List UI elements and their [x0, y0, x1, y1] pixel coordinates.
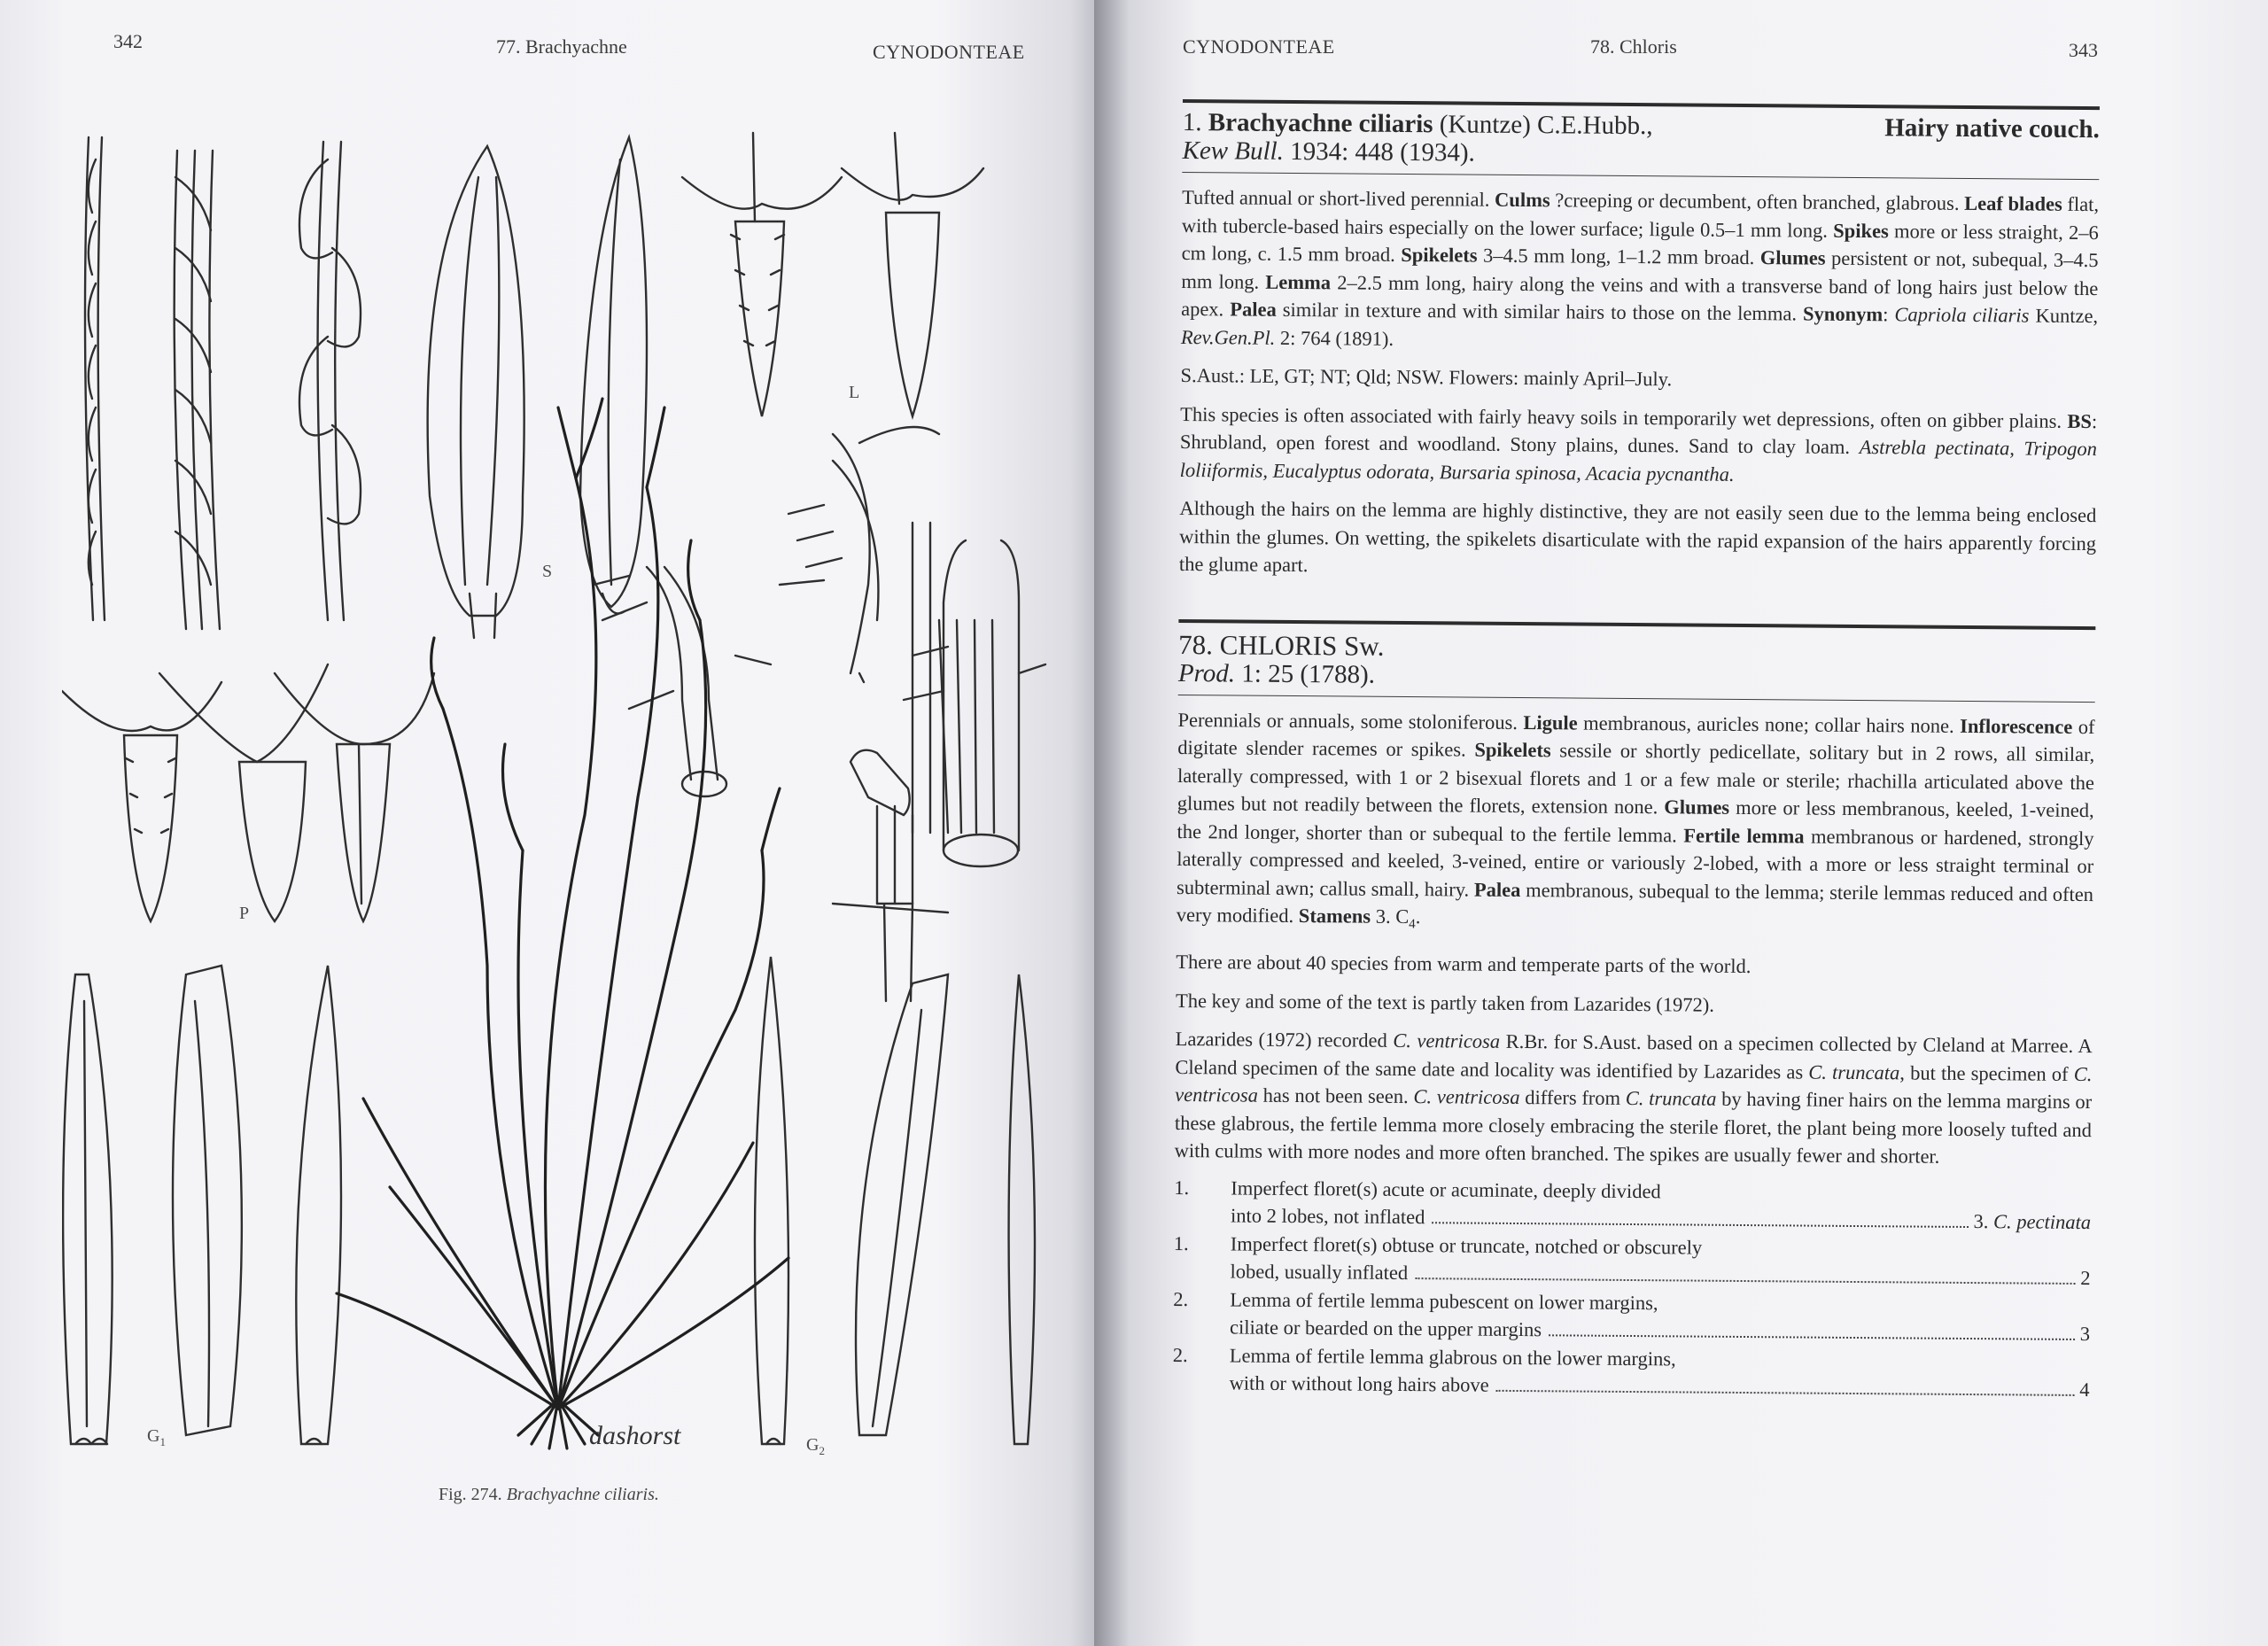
whole-plant-illustration — [337, 399, 788, 1448]
tribe-header-left: CYNODONTEAE — [873, 41, 1025, 63]
culm-detail-illustration — [594, 427, 1045, 1001]
artist-signature: dashorst — [589, 1421, 681, 1450]
figure-label-s: S — [542, 562, 553, 581]
species-ecology: This species is often associated with fairly heavy soils in temporarily wet depressions, often on gibber plains. BS: Shrubland, open forest and woodland. Stony plains, dunes. Sand to clay loam. Astrebla pectinata, Tripogon loliiformis, Eucalyptus odorata, Bursaria spinosa, Acacia pycnantha. — [1179, 402, 2098, 485]
genus-key-source: The key and some of the text is partly taken from Lazarides (1972). — [1175, 989, 1715, 1016]
species-description: Tufted annual or short-lived perennial. Culms ?creeping or decumbent, often branched, glabrous. Leaf blades flat, with tubercle-based hairs especially on the lower surface; ligule 0.5–1 mm long. Spikes more or less straight, 2–6 cm long, c. 1.5 mm broad. Spikelets 3–4.5 mm long, 1–1.2 mm broad. Glumes persistent or not, subequal, 3–4.5 mm long. Lemma 2–2.5 mm long, hairy along the veins and with a transverse band of long hairs just below the apex. Palea similar in texture and with similar hairs to those on the lemma. Synonym: Capriola ciliaris Kuntze, Rev.Gen.Pl. 2: 764 (1891). — [1180, 185, 2100, 350]
left-page — [0, 0, 1103, 1646]
figure-label-p: P — [239, 904, 250, 923]
genus-citation: Prod. 1: 25 (1788). — [1177, 658, 1376, 689]
tribe-header-right: CYNODONTEAE — [1183, 35, 1335, 58]
species-citation: Kew Bull. 1934: 448 (1934). — [1182, 136, 1475, 167]
key-couplet: 1. Imperfect floret(s) acute or acuminate, deeply divided into 2 lobes, not inflated 3. C. pectinata — [1174, 1176, 2092, 1234]
genus-top-rule — [1178, 618, 2095, 629]
lemma-illustration — [682, 133, 983, 416]
figure-label-g2: $G_2$ — [806, 1435, 825, 1457]
running-title-left: 77. Brachyachne — [496, 35, 627, 58]
right-page — [1094, 0, 2268, 1646]
page-number-right: 343 — [2069, 39, 2098, 61]
spike-sections-illustration — [85, 137, 361, 629]
spikelet-illustration — [428, 137, 647, 638]
key-couplet: 2. Lemma of fertile lemma glabrous on the lower margins, with or without long hairs above 4 — [1172, 1343, 2090, 1401]
genus-description: Perennials or annuals, some stoloniferous. Ligule membranous, auricles none; collar hairs none. Inflorescence of digitate slender racemes or spikes. Spikelets sessile or shortly pedicellate, solitary but in 2 rows, all similar, laterally compressed, with 1 or 2 bisexual florets and 1 or a few male or sterile; rhachilla articulated above the glumes but not readily between the florets, extension none. Glumes more or less membranous, keeled, 1-veined, the 2nd longer, shorter than or subequal to the fertile lemma. Fertile lemma membranous or hardened, strongly laterally compressed and keeled, 3-veined, entire or variously 2-lobed, with a more or less straight terminal or subterminal awn; callus small, hairy. Palea membranous, subequal to the lemma; sterile lemmas reduced and often very modified. Stamens 3. $C_4$. — [1176, 708, 2095, 932]
page-number-left: 342 — [113, 30, 143, 52]
figure-label-l: L — [849, 383, 860, 402]
genus-heading: 78. CHLORIS Sw. — [1178, 628, 1385, 662]
text-column — [1172, 99, 2099, 1404]
glume-illustration — [63, 957, 1035, 1444]
genus-discussion: Lazarides (1972) recorded C. ventricosa R.Br. for S.Aust. based on a specimen collected by Cleland at Marree. A Cleland specimen of the same date and locality was identified by Lazarides as C. truncata, but the specimen of C. ventricosa has not been seen. C. ventricosa differs from C. truncata by having finer hairs on the lemma margins or these glabrous, the fertile lemma more closely embracing the sterile floret, the plant being more loosely tufted and with culms with more nodes and more often branched. The spikes are usually fewer and shorter. — [1174, 1027, 2093, 1168]
running-title-right: 78. Chloris — [1590, 35, 1677, 58]
palea-illustration — [62, 664, 434, 921]
species-heading: 1. Brachyachne ciliaris (Kuntze) C.E.Hubb., Hairy native couch. — [1182, 107, 2100, 144]
key-couplet: 1. Imperfect floret(s) obtuse or truncate, notched or obscurely lobed, usually inflated 2 — [1173, 1231, 2091, 1290]
key-couplet: 2. Lemma of fertile lemma pubescent on lower margins, ciliate or bearded on the upper margins 3 — [1173, 1287, 2091, 1346]
species-note: Although the hairs on the lemma are highly distinctive, they are not easily seen due to the lemma being enclosed within the glumes. On wetting, the spikelets disarticulate with the rapid expansion of the hairs apparently forcing the glume apart. — [1178, 496, 2097, 577]
species-name: Brachyachne ciliaris — [1208, 108, 1433, 139]
figure-label-g1: $G_1$ — [147, 1426, 166, 1448]
genus-species-count: There are about 40 species from warm and temperate parts of the world. — [1176, 950, 1751, 978]
botanical-figure — [62, 124, 1063, 1471]
identification-key — [1172, 1173, 2091, 1403]
species-distribution: S.Aust.: LE, GT; NT; Qld; NSW. Flowers: mainly April–July. — [1180, 363, 1673, 391]
common-name: Hairy native couch. — [1884, 113, 2100, 144]
figure-caption: Fig. 274. Brachyachne ciliaris. — [439, 1485, 659, 1504]
